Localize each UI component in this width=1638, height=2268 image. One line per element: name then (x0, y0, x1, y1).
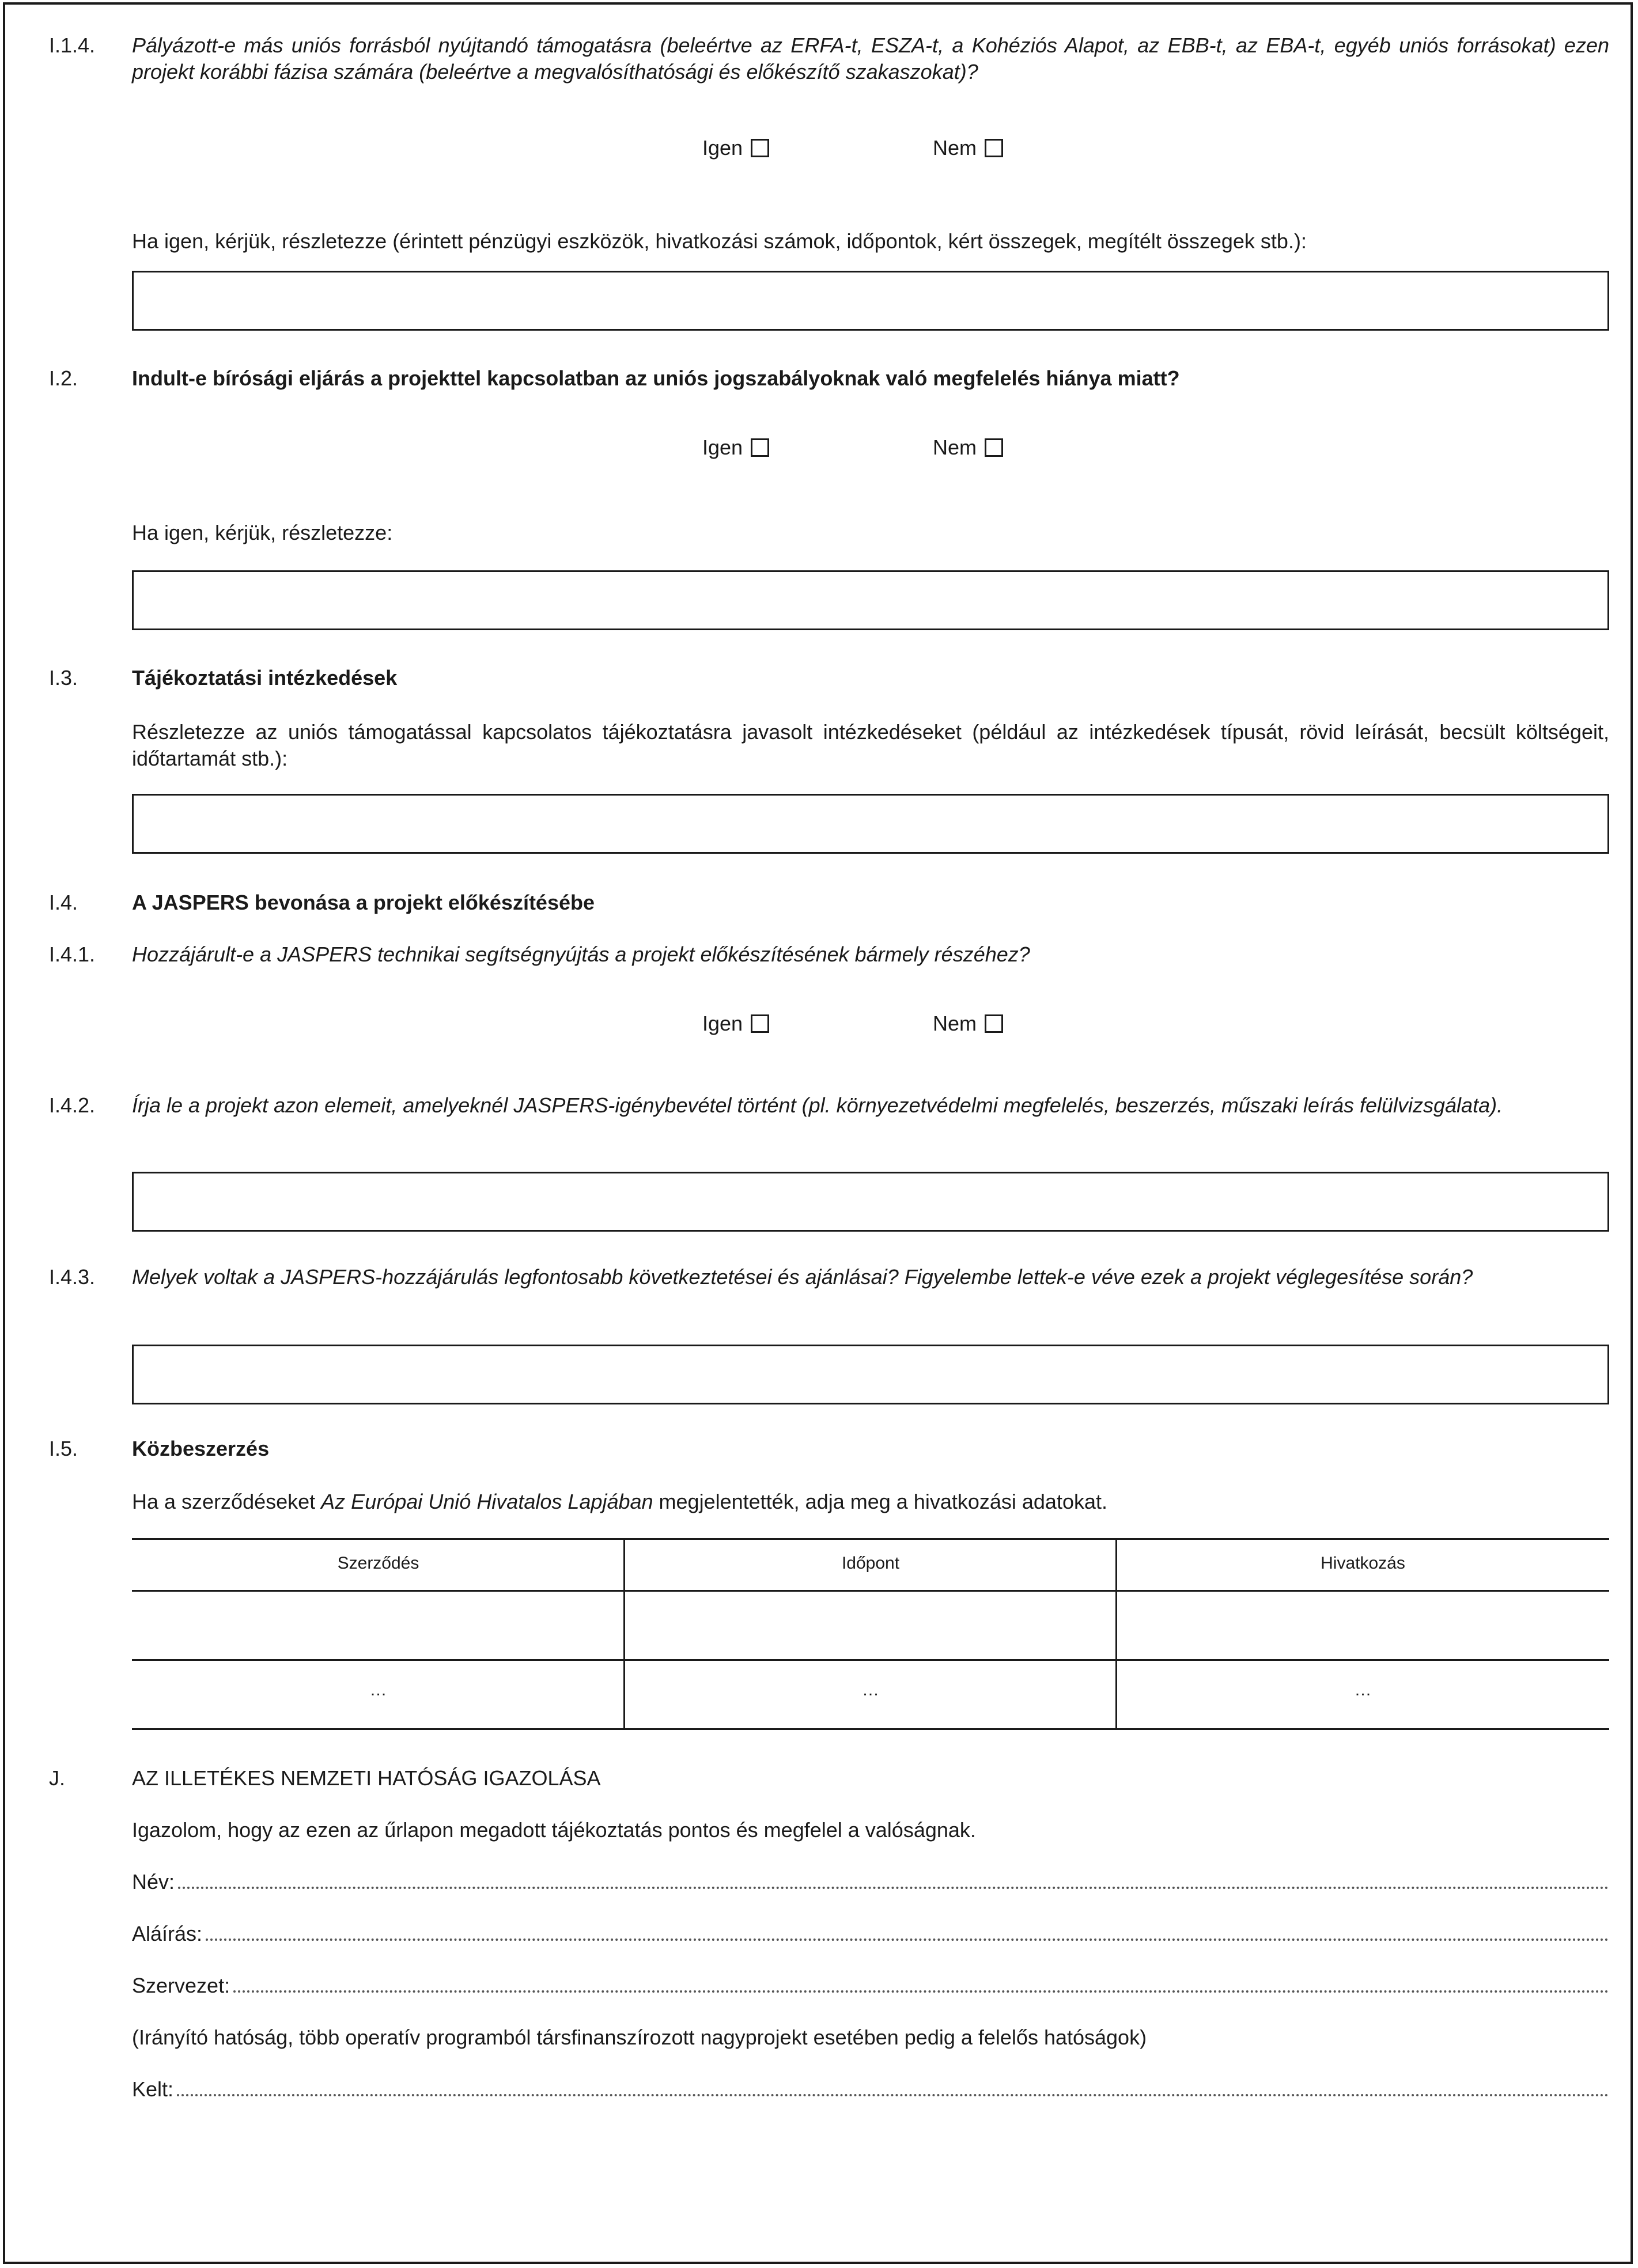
no-checkbox-i2[interactable] (985, 438, 1003, 457)
yes-checkbox-i41[interactable] (751, 1014, 769, 1033)
yes-option-i14[interactable] (702, 135, 769, 161)
organization-field[interactable] (132, 1972, 1609, 1999)
name-label: Név: (132, 1870, 175, 1894)
table-rule-row (132, 1659, 1609, 1661)
table-header-contract: Szerződés (337, 1554, 419, 1573)
yes-label-i41: Igen (702, 1012, 743, 1035)
table-rule-top (132, 1538, 1609, 1540)
detail-label-i2: Ha igen, kérjük, részletezze: (132, 521, 393, 544)
date-label: Kelt: (132, 2077, 174, 2101)
table-cell: … (1354, 1680, 1372, 1699)
section-title-i3: Tájékoztatási intézkedések (132, 666, 398, 690)
question-i42: Írja le a projekt azon elemeit, amelyeknél JASPERS-igénybevétel történt (pl. környezetvédelmi megfelelés, beszerzés, műszaki leírás felülvizsgálata). (132, 1093, 1503, 1117)
no-checkbox-i41[interactable] (985, 1014, 1003, 1033)
section-number-i43: I.4.3. (49, 1265, 96, 1289)
answer-box-i43[interactable] (132, 1345, 1609, 1404)
yes-checkbox-i14[interactable] (751, 139, 769, 157)
table-rule-header (132, 1590, 1609, 1592)
yes-option-i41[interactable] (702, 1010, 769, 1037)
no-checkbox-i14[interactable] (985, 139, 1003, 157)
table-cell: … (369, 1680, 387, 1699)
answer-box-i42[interactable] (132, 1172, 1609, 1232)
no-option-i41[interactable] (933, 1010, 1003, 1037)
yes-label-i14: Igen (702, 136, 743, 160)
section-title-j: AZ ILLETÉKES NEMZETI HATÓSÁG IGAZOLÁSA (132, 1766, 601, 1790)
detail-i5-before: Ha a szerződéseket (132, 1490, 321, 1513)
answer-box-i14[interactable] (132, 271, 1609, 331)
yes-option-i2[interactable] (702, 434, 769, 461)
name-field[interactable] (132, 1869, 1609, 1895)
table-cell: … (862, 1680, 879, 1699)
answer-box-i2[interactable] (132, 570, 1609, 630)
signature-dotted-line[interactable] (206, 1921, 1609, 1941)
yes-checkbox-i2[interactable] (751, 438, 769, 457)
date-dotted-line[interactable] (177, 2077, 1609, 2096)
signature-label: Aláírás: (132, 1922, 203, 1945)
organization-note: (Irányító hatóság, több operatív programból társfinanszírozott nagyprojekt esetében pedig a felelős hatóságok) (132, 2025, 1147, 2049)
section-number-i2: I.2. (49, 366, 78, 390)
organization-label: Szervezet: (132, 1974, 230, 1997)
table-header-date: Időpont (841, 1554, 900, 1573)
question-i14: Pályázott-e más uniós forrásból nyújtandó támogatásra (beleértve az ERFA-t, ESZA-t, a Kohéziós Alapot, az EBB-t, az EBA-t, egyéb uniós forrásokat) ezen projekt korábbi fázisa számára (beleértve a megvalósíthatósági és előkészítő szakaszokat)? (132, 33, 1609, 84)
question-i41: Hozzájárult-e a JASPERS technikai segítségnyújtás a projekt előkészítésének bármely részéhez? (132, 942, 1030, 966)
question-i2: Indult-e bírósági eljárás a projekttel kapcsolatban az uniós jogszabályoknak való megfelelés hiánya miatt? (132, 366, 1180, 390)
section-title-i4: A JASPERS bevonása a projekt előkészítésébe (132, 891, 595, 914)
section-number-i41: I.4.1. (49, 942, 96, 966)
no-option-i14[interactable] (933, 135, 1003, 161)
no-option-i2[interactable] (933, 434, 1003, 461)
no-label-i2: Nem (933, 436, 977, 459)
form-page (3, 2, 1633, 2264)
no-label-i41: Nem (933, 1012, 977, 1035)
no-label-i14: Nem (933, 136, 977, 160)
date-field[interactable] (132, 2076, 1609, 2103)
question-i43: Melyek voltak a JASPERS-hozzájárulás legfontosabb következtetései és ajánlásai? Figyelembe lettek-e véve ezek a projekt véglegesítése során? (132, 1265, 1473, 1289)
section-number-i3: I.3. (49, 666, 78, 690)
section-number-j: J. (49, 1766, 66, 1790)
organization-dotted-line[interactable] (233, 1973, 1609, 1993)
table-rule-bottom (132, 1728, 1609, 1730)
section-number-i4: I.4. (49, 891, 78, 914)
certification-statement: Igazolom, hogy az ezen az űrlapon megadott tájékoztatás pontos és megfelel a valóságnak. (132, 1818, 976, 1842)
section-number-i42: I.4.2. (49, 1093, 96, 1117)
yes-label-i2: Igen (702, 436, 743, 459)
detail-label-i5 (132, 1489, 1609, 1515)
detail-i5-after: megjelentették, adja meg a hivatkozási adatokat. (653, 1490, 1107, 1513)
detail-i5-journal: Az Európai Unió Hivatalos Lapjában (321, 1490, 653, 1513)
name-dotted-line[interactable] (178, 1869, 1609, 1889)
signature-field[interactable] (132, 1921, 1609, 1947)
detail-label-i3: Részletezze az uniós támogatással kapcsolatos tájékoztatásra javasolt intézkedéseket (például az intézkedések típusát, rövid leírását, becsült költségeit, időtartamát stb.): (132, 720, 1609, 770)
section-number-i14: I.1.4. (49, 33, 96, 57)
section-number-i5: I.5. (49, 1437, 78, 1460)
section-title-i5: Közbeszerzés (132, 1437, 270, 1460)
detail-label-i14: Ha igen, kérjük, részletezze (érintett pénzügyi eszközök, hivatkozási számok, időpontok, kért összegek, megítélt összegek stb.): (132, 229, 1307, 253)
table-header-reference: Hivatkozás (1321, 1554, 1405, 1573)
answer-box-i3[interactable] (132, 794, 1609, 854)
